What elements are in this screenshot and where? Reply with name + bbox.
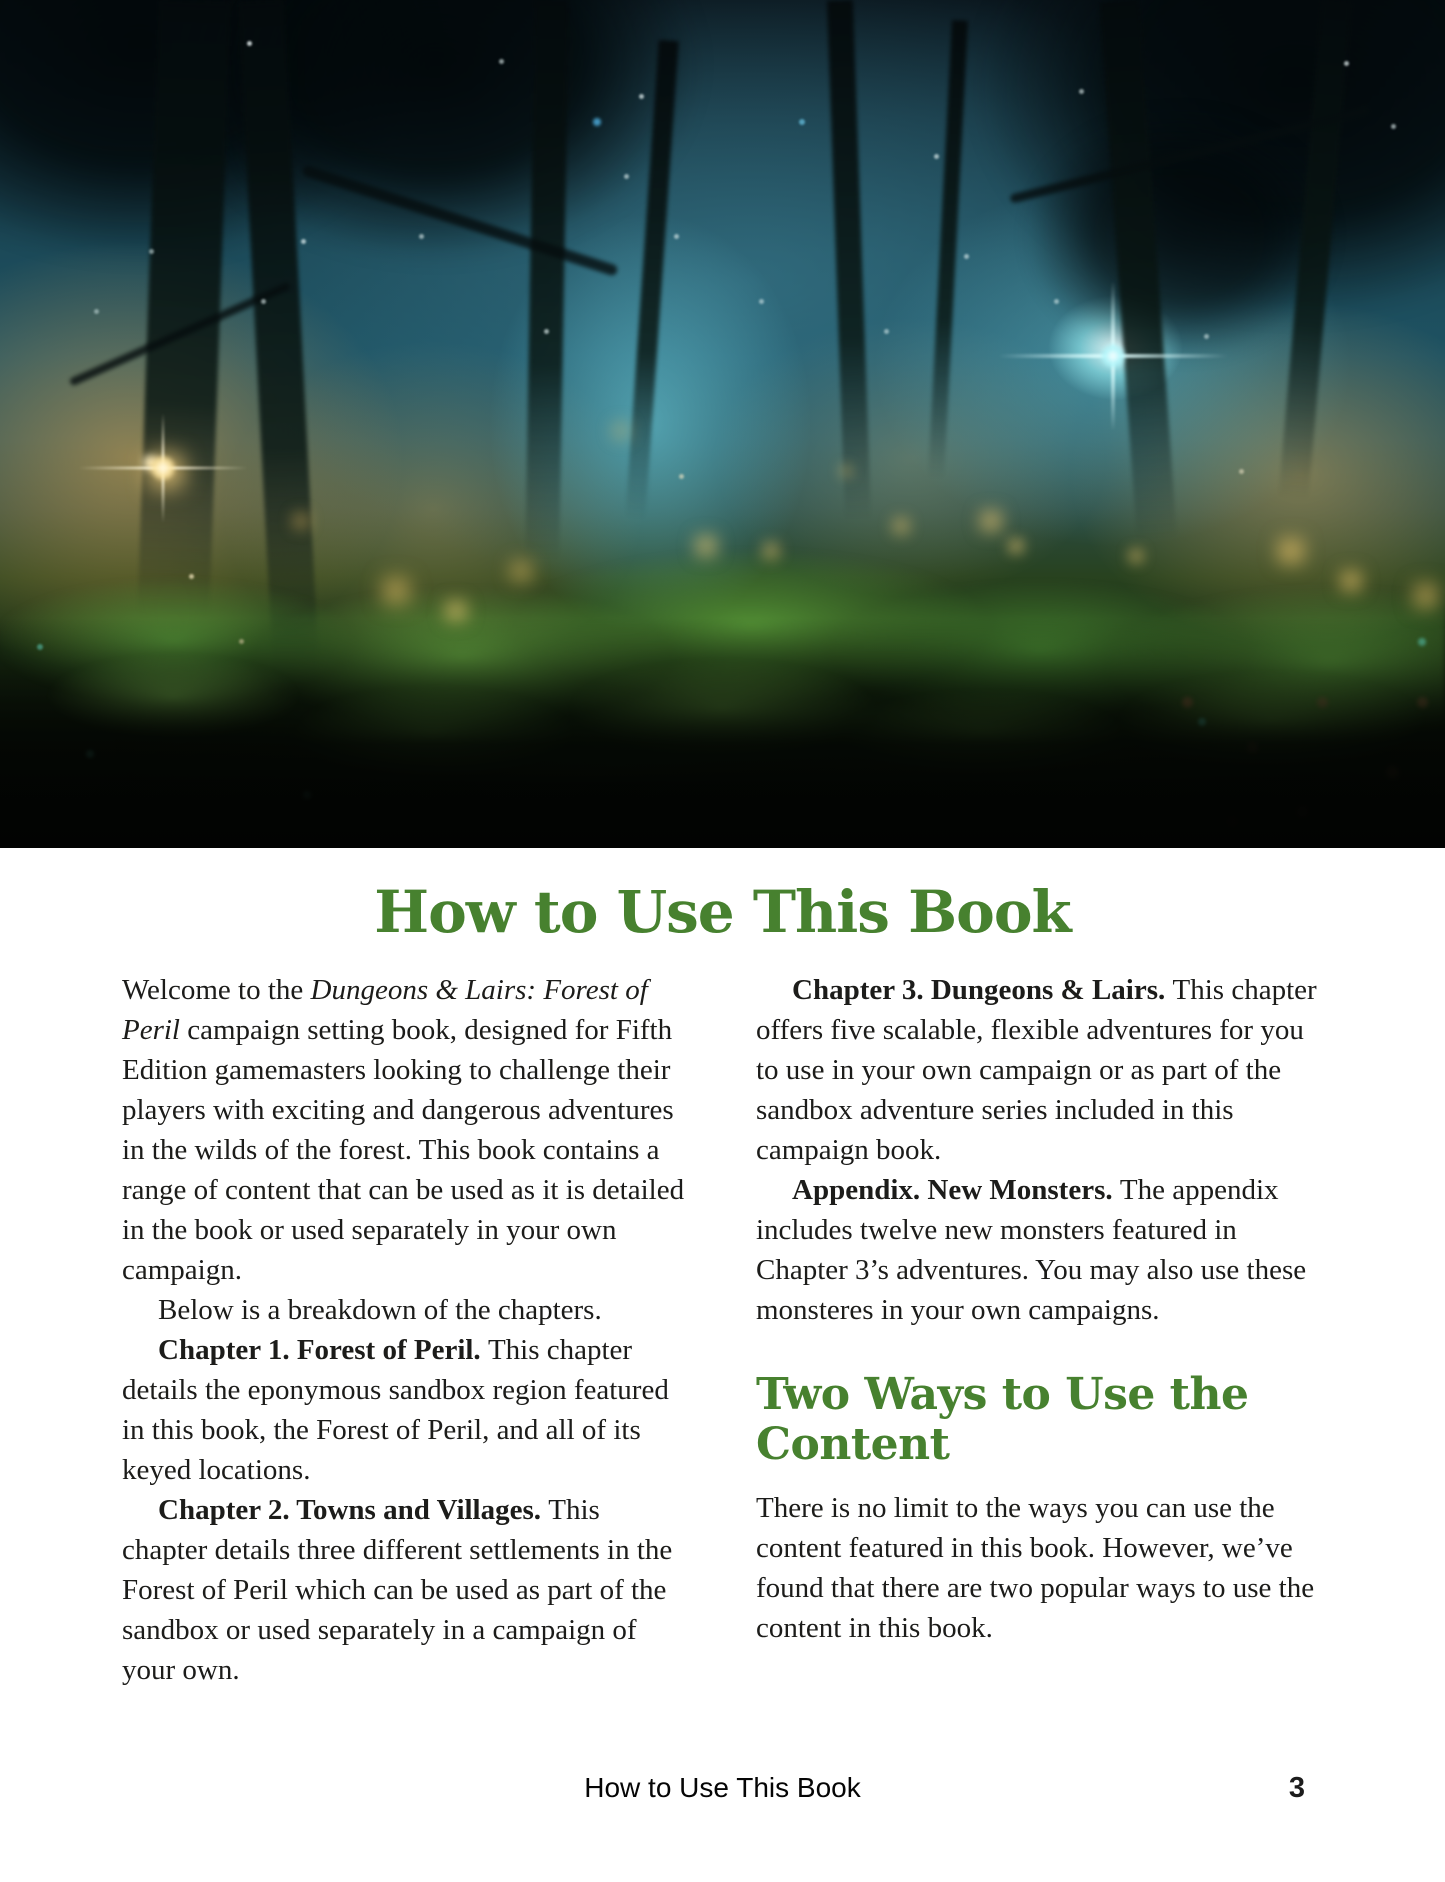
section-heading: Two Ways to Use the Content bbox=[756, 1369, 1249, 1471]
paragraph bbox=[756, 1170, 1322, 1330]
paragraph bbox=[122, 1490, 688, 1690]
text-segment: This chapter offers five scalable, flexible adventures for you to use in your own campaign or as part of the sandbox adventure series included in this campaign book. bbox=[756, 974, 1317, 1166]
text-segment: Welcome to the bbox=[122, 974, 311, 1006]
text-segment: Appendix. New Monsters. bbox=[792, 1174, 1120, 1206]
footer-section-label: How to Use This Book bbox=[584, 1772, 861, 1803]
canopy-shadow bbox=[1025, 110, 1335, 360]
paragraph bbox=[756, 1488, 1322, 1648]
paragraph bbox=[122, 1290, 688, 1330]
text-segment: There is no limit to the ways you can use the content featured in this book. However, we’ve found that there are two popular ways to use the content in this book. bbox=[756, 1492, 1315, 1645]
paragraph bbox=[122, 970, 688, 1290]
paragraph bbox=[756, 970, 1322, 1170]
hero-forest-image bbox=[0, 0, 1445, 848]
text-segment: Below is a breakdown of the chapters. bbox=[158, 1294, 602, 1326]
page-number: 3 bbox=[1288, 1772, 1305, 1804]
paragraph bbox=[122, 1330, 688, 1490]
forest-floor-shadow bbox=[0, 618, 1445, 848]
text-segment: This chapter details three different settlements in the Forest of Peril which can be used as part of the sandbox or used separately in a campaign of your own. bbox=[122, 1494, 673, 1686]
left-column bbox=[122, 970, 688, 1690]
text-segment: The appendix includes twelve new monsters featured in Chapter 3’s adventures. You may also use these monsteres in your own campaigns. bbox=[756, 1174, 1307, 1326]
berry-bokeh-dots bbox=[0, 0, 5, 5]
text-segment: campaign setting book, designed for Fifth Edition gamemasters looking to challenge their players with exciting and dangerous adventures in the wilds of the forest. This book contains a range of content that can be used as it is detailed in the book or used separately in your own campaign. bbox=[122, 1014, 685, 1286]
text-segment: This chapter details the eponymous sandbox region featured in this book, the Forest of Peril, and all of its keyed locations. bbox=[122, 1334, 669, 1486]
right-column bbox=[756, 970, 1322, 1690]
text-segment: Chapter 3. Dungeons & Lairs. bbox=[792, 974, 1173, 1006]
body-text bbox=[0, 970, 1445, 1690]
text-segment: Dungeons & Lairs: Forest of Peril bbox=[122, 974, 648, 1046]
tree-trunk bbox=[827, 0, 871, 520]
tree-trunk bbox=[928, 20, 968, 480]
text-segment: Chapter 1. Forest of Peril. bbox=[158, 1334, 488, 1366]
page-footer bbox=[0, 1772, 1445, 1818]
page-title: How to Use This Book bbox=[374, 878, 1071, 946]
text-segment: Chapter 2. Towns and Villages. bbox=[158, 1494, 549, 1526]
